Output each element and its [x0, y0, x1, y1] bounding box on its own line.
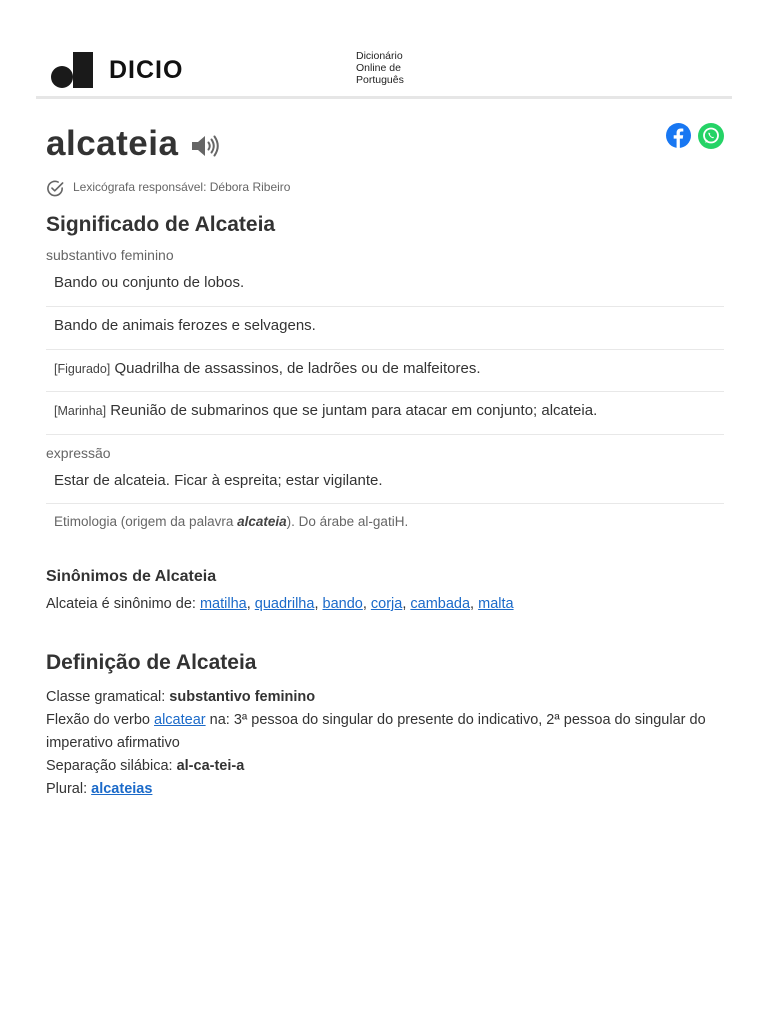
syllable-label: Separação silábica:: [46, 758, 177, 774]
check-circle-icon: [46, 179, 65, 198]
synonym-link[interactable]: corja: [370, 596, 403, 612]
meaning-text: Bando de animais ferozes e selvagens.: [54, 317, 316, 334]
syllable-line: [46, 755, 726, 778]
plural-label: Plural:: [46, 781, 92, 797]
meaning-text: Quadrilha de assassinos, de ladrões ou de malfeitores.: [114, 360, 481, 377]
grammatical-class-value: substantivo feminino: [169, 689, 316, 705]
synonyms-line: Alcateia é sinônimo de: matilha, quadrilha, bando, corja, cambada, malta: [46, 596, 514, 612]
synonyms-lead: Alcateia é sinônimo de:: [46, 596, 200, 612]
verb-inflection-text: na: 3ª pessoa do singular do presente do indicativo, 2ª pessoa do singular do imperativo afirmativo: [46, 712, 706, 751]
synonym-link[interactable]: bando: [322, 596, 363, 612]
tagline-line: Dicionário: [356, 50, 403, 62]
verb-link[interactable]: alcatear: [154, 712, 206, 728]
brand-name[interactable]: DICIO: [109, 56, 184, 84]
lexicographer-text: Lexicógrafa responsável: Débora Ribeiro: [73, 180, 291, 194]
etymology-prefix: Etimologia (origem da palavra: [54, 514, 238, 529]
expression-label: expressão: [46, 445, 111, 461]
grammatical-class-line: [46, 686, 726, 709]
tagline-line: Português: [356, 74, 404, 86]
synonyms-heading: Sinônimos de Alcateia: [46, 568, 217, 585]
plural-link[interactable]: alcateias: [91, 781, 153, 797]
etymology-suffix: ). Do árabe al-gatiH.: [286, 514, 409, 529]
synonym-link[interactable]: matilha: [199, 596, 247, 612]
expression-list: [46, 464, 724, 504]
dicio-logo[interactable]: [51, 52, 93, 88]
verb-inflection-line: [46, 709, 726, 755]
synonym-link[interactable]: cambada: [410, 596, 471, 612]
synonym-link[interactable]: malta: [478, 596, 514, 612]
speaker-icon[interactable]: [190, 134, 220, 158]
tagline-line: Online de: [356, 62, 401, 74]
meaning-tag: [Marinha]: [54, 404, 107, 418]
etymology: [54, 514, 408, 529]
logo-bar: [73, 52, 93, 88]
meaning-item: [46, 266, 724, 307]
etymology-word: alcateia: [237, 514, 287, 529]
meaning-item: [46, 307, 724, 350]
whatsapp-icon[interactable]: [698, 123, 724, 149]
definition-details: [46, 686, 726, 801]
word-class-label: substantivo feminino: [46, 247, 174, 263]
grammatical-class-label: Classe gramatical:: [46, 689, 170, 705]
significado-heading: Significado de Alcateia: [46, 213, 276, 236]
meanings-list: [46, 266, 724, 435]
facebook-icon[interactable]: [666, 123, 691, 148]
meaning-text: Bando ou conjunto de lobos.: [54, 274, 245, 291]
site-tagline: [356, 50, 436, 86]
logo-dot: [51, 66, 73, 88]
meaning-item: [46, 350, 724, 392]
expression-text: Estar de alcateia. Ficar à espreita; estar vigilante.: [54, 472, 383, 489]
meaning-tag: [Figurado]: [54, 362, 111, 376]
meaning-text: Reunião de submarinos que se juntam para atacar em conjunto; alcateia.: [110, 402, 598, 419]
plural-line: [46, 778, 726, 801]
syllable-value: al-ca-tei-a: [176, 758, 245, 774]
entry-word: alcateia: [46, 124, 179, 163]
synonym-link[interactable]: quadrilha: [254, 596, 315, 612]
meaning-item: [46, 392, 724, 435]
expression-item: [46, 464, 724, 504]
definicao-heading: Definição de Alcateia: [46, 651, 257, 674]
verb-inflection-label: Flexão do verbo: [46, 712, 155, 728]
site-header: [36, 38, 732, 99]
